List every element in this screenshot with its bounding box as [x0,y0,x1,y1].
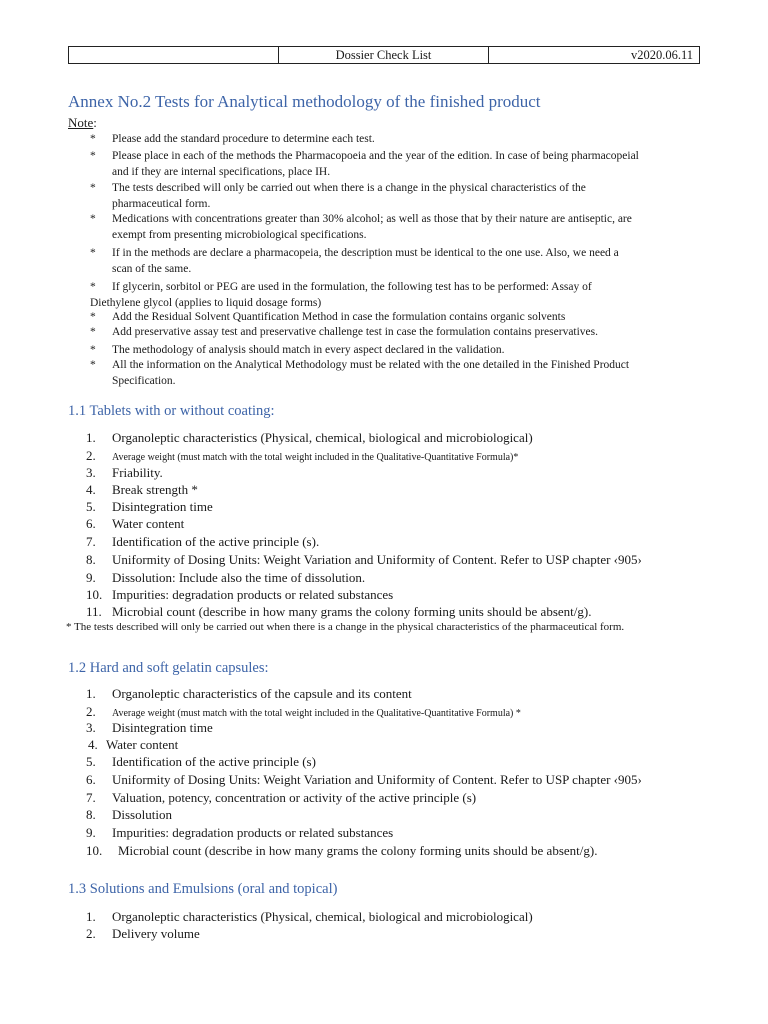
note-bullet: * [90,311,96,323]
list-item [88,736,178,753]
note-bullet: * [90,344,96,356]
list-item-number: 5. [86,499,96,514]
list-item-text: Microbial count (describe in how many grams the colony forming units should be absent/g). [112,604,592,619]
list-item-number: 6. [86,516,96,531]
note-text-continued: Diethylene glycol (applies to liquid dosage forms) [90,297,322,309]
note-text: If in the methods are declare a pharmacopeia, the description must be identical to the one use. Also, we need a [112,247,619,259]
list-item [86,551,642,568]
list-item-number: 3. [86,720,96,735]
list-item-text: Valuation, potency, concentration or activity of the active principle (s) [112,790,477,805]
list-item-number: 7. [86,790,96,805]
list-item-number: 2. [86,704,96,719]
list-item-number: 6. [86,772,96,787]
list-item [86,842,597,859]
header-cell-version: v2020.06.11 [630,48,693,62]
section-heading: 1.3 Solutions and Emulsions (oral and topical) [68,881,338,897]
note-text: The methodology of analysis should match in every aspect declared in the validation. [112,344,505,356]
note-text: Please place in each of the methods the Pharmacopoeia and the year of the edition. In case of being pharmacopeial [112,150,639,162]
note-text: Medications with concentrations greater than 30% alcohol; as well as those that by their nature are antiseptic, are [112,213,632,225]
list-item-text: Identification of the active principle (s) [112,754,316,769]
list-item [86,464,163,481]
list-item [86,806,172,823]
list-item-text: Organoleptic characteristics (Physical, chemical, biological and microbiological) [112,909,533,924]
list-item [86,603,591,620]
list-item [86,685,412,702]
list-item [86,753,316,770]
note-bullet: * [90,281,96,293]
note-bullet: * [90,247,96,259]
note-text-continued: pharmaceutical form. [112,198,211,210]
list-item [86,429,533,446]
note-label-colon: : [93,115,97,130]
note-text-continued: Specification. [112,375,176,387]
list-item-number: 10. [86,587,103,602]
note-text-continued: and if they are internal specifications, place IH. [112,166,331,178]
note-text-continued: scan of the same. [112,263,192,275]
list-item-text: Delivery volume [112,926,200,941]
list-item-text: Dissolution: Include also the time of dissolution. [112,570,366,585]
list-item-text: Organoleptic characteristics (Physical, chemical, biological and microbiological) [112,430,533,445]
list-item-number: 1. [86,909,96,924]
list-item-number: 9. [86,825,96,840]
header-cell-title: Dossier Check List [279,47,489,63]
list-item-number: 1. [86,430,96,445]
note-bullet: * [90,359,96,371]
list-item [86,586,393,603]
list-item-text: Dissolution [112,807,172,822]
list-item [86,481,198,498]
list-item [86,925,200,942]
list-item-text: Break strength * [112,482,198,497]
list-item [86,771,642,788]
list-item [86,498,213,515]
list-item-number: 4. [88,737,98,752]
header-table [68,46,700,64]
note-label [68,115,97,131]
note-text: All the information on the Analytical Methodology must be related with the one detailed in the Finished Product [112,359,630,371]
list-item [86,533,319,550]
list-item-text: Impurities: degradation products or related substances [112,825,394,840]
list-item-text: Average weight (must match with the total weight included in the Qualitative-Quantitative Formula) * [112,708,521,719]
list-item-text: Disintegration time [112,499,213,514]
page-title: Annex No.2 Tests for Analytical methodology of the finished product [68,92,541,111]
list-item-number: 5. [86,754,96,769]
list-item-number: 2. [86,448,96,463]
note-bullet: * [90,133,96,145]
note-bullet: * [90,213,96,225]
list-item-text: Water content [106,737,179,752]
list-item-text: Organoleptic characteristics of the capsule and its content [112,686,412,701]
list-item-number: 1. [86,686,96,701]
list-item [86,908,533,925]
note-text: The tests described will only be carried out when there is a change in the physical characteristics of the [112,182,586,194]
note-text: Please add the standard procedure to determine each test. [112,133,375,145]
note-text-continued: exempt from presenting microbiological specifications. [112,229,367,241]
note-bullet: * [90,326,96,338]
note-text: Add the Residual Solvent Quantification Method in case the formulation contains organic solvents [112,311,566,323]
list-item-text: Friability. [112,465,163,480]
list-item-text: Identification of the active principle (s). [112,534,320,549]
list-item-text: Uniformity of Dosing Units: Weight Variation and Uniformity of Content. Refer to USP chapter ‹905› [112,552,642,567]
list-item [86,789,476,806]
list-item-text: Disintegration time [112,720,213,735]
list-item [86,569,365,586]
list-item [86,515,184,532]
note-text: If glycerin, sorbitol or PEG are used in the formulation, the following test has to be performed: Assay of [112,281,592,293]
list-item-number: 9. [86,570,96,585]
list-item-text: Average weight (must match with the total weight included in the Qualitative-Quantitative Formula)* [112,452,519,463]
list-item-number: 3. [86,465,96,480]
note-text: Add preservative assay test and preservative challenge test in case the formulation contains preservatives. [112,326,599,338]
list-item-number: 4. [86,482,96,497]
list-item-number: 10. [86,843,103,858]
list-item-text: Microbial count (describe in how many grams the colony forming units should be absent/g). [118,843,598,858]
list-item-text: Uniformity of Dosing Units: Weight Variation and Uniformity of Content. Refer to USP chapter ‹905› [112,772,642,787]
section-heading: 1.1 Tablets with or without coating: [68,403,275,419]
list-item-text: Water content [112,516,185,531]
list-item-number: 8. [86,552,96,567]
note-bullet: * [90,182,96,194]
list-item-number: 11. [86,604,102,619]
note-bullet: * [90,150,96,162]
list-item-number: 2. [86,926,96,941]
list-item [86,824,393,841]
list-item [86,719,213,736]
list-item-text: Impurities: degradation products or related substances [112,587,394,602]
footnote: * The tests described will only be carried out when there is a change in the physical characteristics of the pharmaceutical form. [66,621,625,633]
note-label-text: Note [68,115,94,130]
list-item-number: 8. [86,807,96,822]
section-heading: 1.2 Hard and soft gelatin capsules: [68,660,269,676]
list-item-number: 7. [86,534,96,549]
header-cell-empty [69,47,279,63]
